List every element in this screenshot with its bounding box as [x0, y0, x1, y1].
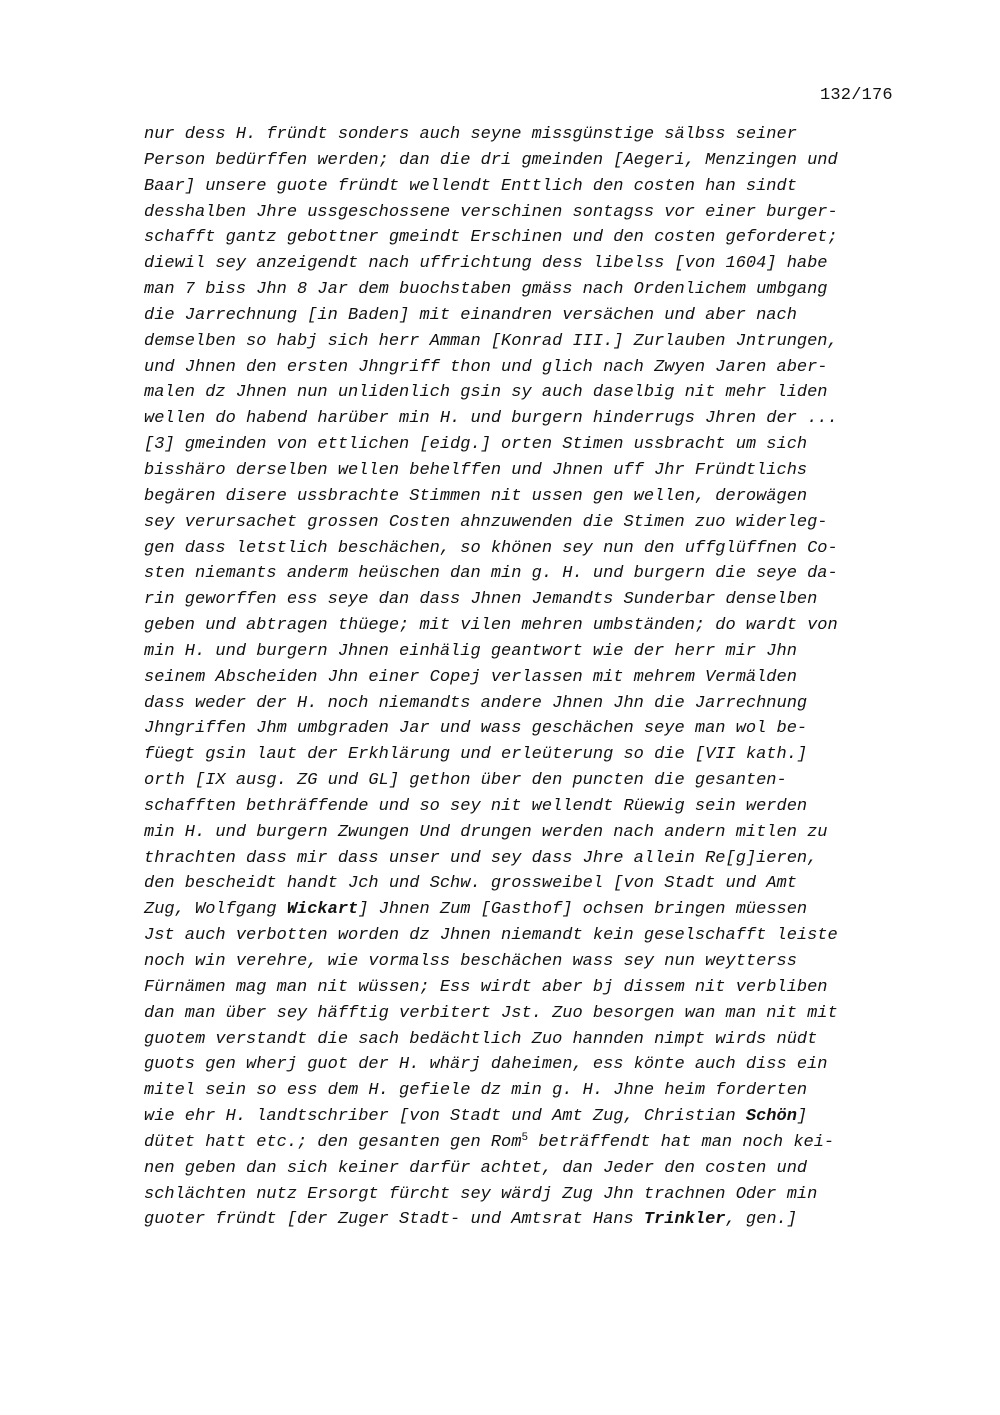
text-line: dass weder der H. noch niemandts andere Jhnen Jhn die Jarrechnung	[144, 693, 808, 713]
name-schoen: Schön	[745, 1107, 797, 1127]
text-line: und Jhnen den ersten Jhngriff thon und glich nach Zwyen Jaren aber-	[144, 357, 828, 377]
text-line	[144, 1104, 924, 1130]
text-line: die Jarrechnung [in Baden] mit einandren versächen und aber nach	[144, 305, 797, 325]
text-line: guots gen wherj guot der H. whärj daheimen, ess könte auch diss ein	[144, 1055, 828, 1075]
text-fragment: beträffendt hat man noch kei-	[528, 1132, 835, 1152]
text-line: geben und abtragen thüege; mit vilen mehren umbständen; do wardt von	[144, 616, 838, 636]
text-line: Jhngriffen Jhm umbgraden Jar und wass geschächen seye man wol be-	[144, 719, 808, 739]
text-line: malen dz Jhnen nun unlidenlich gsin sy auch daselbig nit mehr liden	[144, 383, 828, 403]
name-trinkler: Trinkler	[643, 1210, 726, 1230]
text-line: bisshäro derselben wellen behelffen und Jhnen uff Jhr Fründtlichs	[144, 460, 808, 480]
text-line: gen dass letstlich beschächen, so khönen sey nun den uffglüffnen Co-	[144, 538, 838, 558]
text-line: mitel sein so ess dem H. gefiele dz min g. H. Jhne heim forderten	[144, 1081, 808, 1101]
text-line: desshalben Jhre ussgeschossene verschinen sontagss vor einer burger-	[144, 202, 838, 222]
text-line: seinem Abscheiden Jhn einer Copej verlassen mit mehrem Vermälden	[144, 667, 797, 687]
text-line: schafft gantz gebottner gmeindt Erschinen und den costen geforderet;	[144, 228, 838, 248]
text-line: dan man über sey häfftig verbitert Jst. Zuo besorgen wan man nit mit	[144, 1003, 838, 1023]
page-number: 132/176	[820, 86, 893, 105]
text-line: demselben so habj sich herr Amman [Konrad III.] Zurlauben Jntrungen,	[144, 331, 838, 351]
text-line: thrachten dass mir dass unser und sey dass Jhre allein Re[g]ieren,	[144, 848, 818, 868]
text-line: schafften bethräffende und so sey nit wellendt Rüewig sein werden	[144, 796, 808, 816]
text-line: Person bedürffen werden; dan die dri gmeinden [Aegeri, Menzingen und	[144, 150, 838, 170]
text-line: sey verursachet grossen Costen ahnzuwenden die Stimen zuo widerleg-	[144, 512, 828, 532]
text-fragment: wie ehr H. landtschriber [von Stadt und Amt Zug, Christian	[144, 1107, 746, 1127]
text-fragment: guoter fründt [der Zuger Stadt- und Amtsrat Hans	[144, 1210, 644, 1230]
name-wickart: Wickart	[286, 900, 359, 920]
text-fragment: dütet hatt etc.; den gesanten gen Rom	[144, 1132, 522, 1152]
document-body	[144, 122, 924, 1233]
text-fragment: ] Jhnen Zum [Gasthof] ochsen bringen müessen	[358, 900, 808, 920]
text-fragment: , gen.]	[725, 1210, 797, 1230]
text-fragment: Zug, Wolfgang	[144, 900, 287, 920]
text-line: schlächten nutz Ersorgt fürcht sey wärdj Zug Jhn trachnen Oder min	[144, 1184, 818, 1204]
text-line: orth [IX ausg. ZG und GL] gethon über den puncten die gesanten-	[144, 771, 787, 791]
text-fragment: ]	[796, 1107, 808, 1127]
text-line: nen geben dan sich keiner darfür achtet, dan Jeder den costen und	[144, 1158, 808, 1178]
text-line: Jst auch verbotten worden dz Jhnen niemandt kein geselschafft leiste	[144, 926, 838, 946]
text-line: wellen do habend harüber min H. und burgern hinderrugs Jhren der ...	[144, 409, 838, 429]
text-line: Baar] unsere guote fründt wellendt Enttlich den costen han sindt	[144, 176, 797, 196]
text-line: noch win verehre, wie vormalss beschächen wass sey nun weytterss	[144, 952, 797, 971]
footnote-marker: 5	[521, 1131, 529, 1144]
text-line: rin geworffen ess seye dan dass Jhnen Jemandts Sunderbar denselben	[144, 590, 818, 610]
text-line: guotem verstandt die sach bedächtlich Zuo hannden nimpt wirds nüdt	[144, 1029, 818, 1049]
text-line: [3] gmeinden von ettlichen [eidg.] orten Stimen ussbracht um sich	[144, 435, 808, 455]
text-line: sten niemants anderm heüschen dan min g. H. und burgern die seye da-	[144, 564, 838, 584]
text-line: diewil sey anzeigendt nach uffrichtung dess libelss [von 1604] habe	[144, 254, 828, 274]
text-line: man 7 biss Jhn 8 Jar dem buochstaben gmäss nach Ordenlichem umbgang	[144, 280, 828, 300]
text-line	[144, 1207, 924, 1233]
text-line: begären disere ussbrachte Stimmen nit ussen gen wellen, derowägen	[144, 486, 808, 506]
text-line: Fürnämen mag man nit wüssen; Ess wirdt aber bj dissem nit verbliben	[144, 977, 828, 997]
text-line	[144, 897, 924, 923]
text-line	[144, 1130, 924, 1156]
text-line: füegt gsin laut der Erkhlärung und erleüterung so die [VII kath.]	[144, 745, 808, 765]
text-line: min H. und burgern Zwungen Und drungen werden nach andern mitlen zu	[144, 822, 828, 842]
text-line: min H. und burgern Jhnen einhälig geantwort wie der herr mir Jhn	[144, 641, 797, 661]
text-line: nur dess H. fründt sonders auch seyne missgünstige sälbss seiner	[144, 125, 797, 144]
text-line: den bescheidt handt Jch und Schw. grossweibel [von Stadt und Amt	[144, 874, 797, 894]
